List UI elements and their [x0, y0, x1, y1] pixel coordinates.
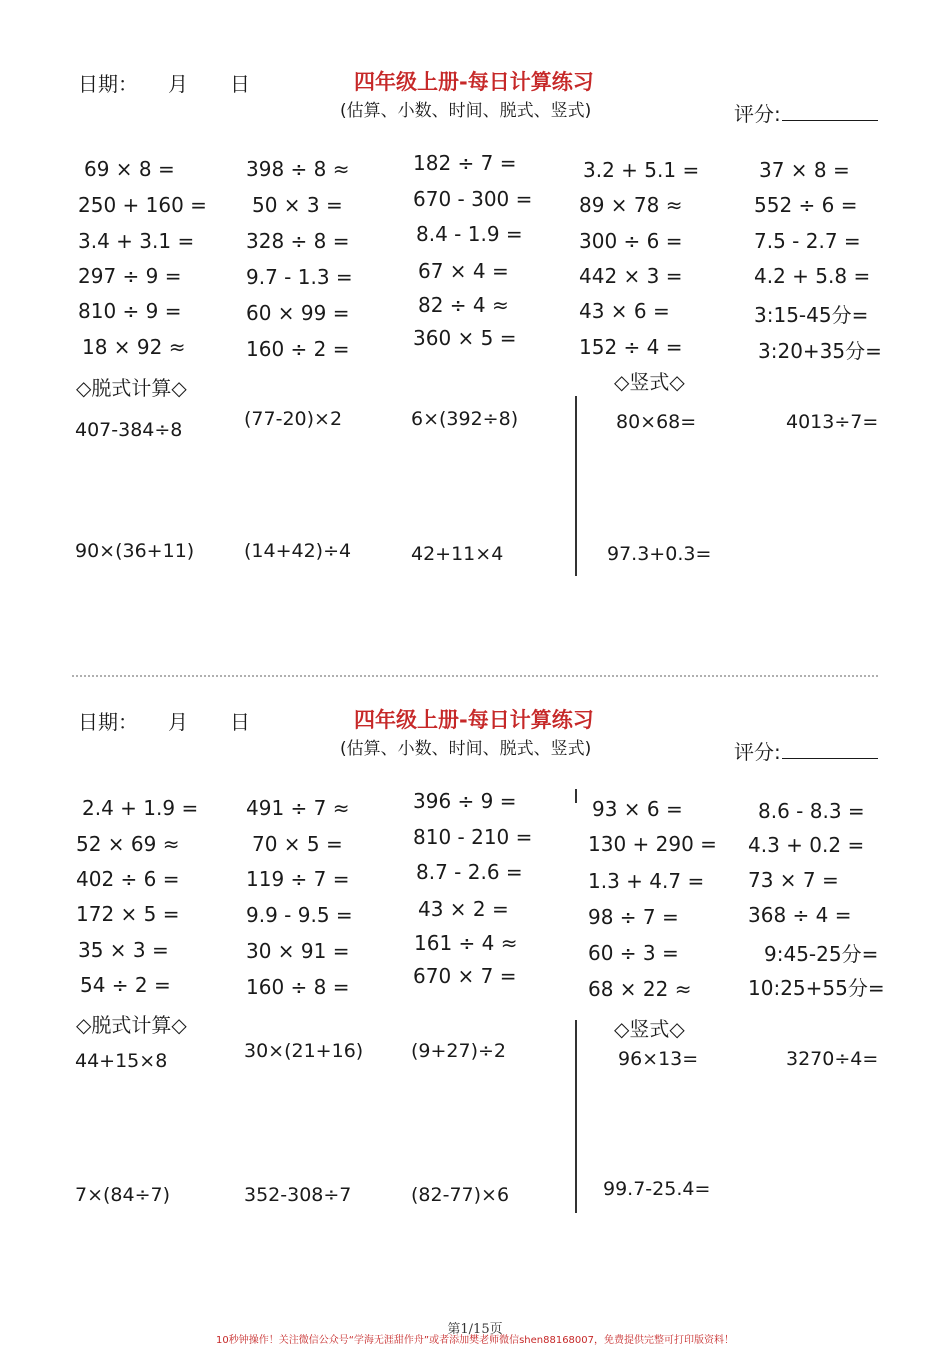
oral-question: 360 × 5 =: [413, 326, 517, 350]
footer-promo-note: 10秒钟操作！关注微信公众号“学海无涯甜作舟”或者添加樊老师微信shen88168007，免费提供完整可打印版资料！: [215, 1335, 735, 1346]
worksheet-subtitle: (估算、小数、时间、脱式、竖式): [340, 739, 592, 759]
oral-question: 18 × 92 ≈: [82, 335, 186, 359]
shushi-problem: 99.7-25.4=: [603, 1178, 711, 1200]
tuoshi-problem: (14+42)÷4: [244, 540, 352, 562]
oral-question: 300 ÷ 6 =: [579, 229, 683, 253]
oral-question: 297 ÷ 9 =: [78, 264, 182, 288]
oral-question: 368 ÷ 4 =: [748, 903, 852, 927]
day-label: 日: [230, 710, 250, 734]
tuoshi-section-label: ◇脱式计算◇: [76, 1013, 187, 1037]
oral-question: 9.7 - 1.3 =: [246, 265, 353, 289]
oral-question: 60 ÷ 3 =: [588, 941, 679, 965]
date-label: 日期：: [78, 710, 138, 734]
shushi-problem: 3270÷4=: [786, 1048, 879, 1070]
oral-question: 160 ÷ 2 =: [246, 337, 350, 361]
tuoshi-problem: (82-77)×6: [411, 1184, 510, 1206]
tuoshi-section-label: ◇脱式计算◇: [76, 376, 187, 400]
month-label: 月: [168, 72, 188, 96]
date-label: 日期：: [78, 72, 138, 96]
page-number: 第1/15页: [447, 1322, 503, 1337]
tuoshi-problem: 42+11×4: [411, 543, 504, 565]
oral-question: 43 × 6 =: [579, 299, 670, 323]
tuoshi-problem: (77-20)×2: [244, 408, 343, 430]
oral-question: 8.7 - 2.6 =: [416, 860, 523, 884]
oral-question: 160 ÷ 8 =: [246, 975, 350, 999]
oral-question: 442 × 3 =: [579, 264, 683, 288]
day-label: 日: [230, 72, 250, 96]
shushi-problem: 80×68=: [616, 411, 697, 433]
shushi-problem: 4013÷7=: [786, 411, 879, 433]
section-divider: [575, 1020, 577, 1213]
score-field: [734, 736, 878, 765]
oral-question: 670 × 7 =: [413, 964, 517, 988]
oral-question: 89 × 78 ≈: [579, 193, 683, 217]
sheet-separator: [72, 675, 878, 677]
month-label: 月: [168, 710, 188, 734]
oral-question: 1.3 + 4.7 =: [588, 869, 705, 893]
tuoshi-problem: 7×(84÷7): [75, 1184, 171, 1206]
tuoshi-problem: (9+27)÷2: [411, 1040, 507, 1062]
oral-question: 3:15-45分=: [754, 303, 869, 327]
oral-question: 10:25+55分=: [748, 976, 885, 1000]
score-label: 评分:: [734, 102, 781, 126]
oral-question: 396 ÷ 9 =: [413, 789, 517, 813]
oral-question: 810 ÷ 9 =: [78, 299, 182, 323]
oral-question: 552 ÷ 6 =: [754, 193, 858, 217]
oral-question: 67 × 4 =: [418, 259, 509, 283]
oral-question: 30 × 91 =: [246, 939, 350, 963]
score-blank: [782, 119, 878, 121]
oral-question: 43 × 2 =: [418, 897, 509, 921]
oral-question: 3:20+35分=: [758, 339, 882, 363]
oral-question: 182 ÷ 7 =: [413, 151, 517, 175]
oral-question: 152 ÷ 4 =: [579, 335, 683, 359]
score-field: [734, 98, 878, 127]
oral-question: 9:45-25分=: [764, 942, 879, 966]
tuoshi-problem: 6×(392÷8): [411, 408, 519, 430]
oral-question: 670 - 300 =: [413, 187, 533, 211]
oral-question: 3.2 + 5.1 =: [583, 158, 700, 182]
oral-question: 98 ÷ 7 =: [588, 905, 679, 929]
oral-question: 402 ÷ 6 =: [76, 867, 180, 891]
oral-question: 250 + 160 =: [78, 193, 207, 217]
shushi-section-label: ◇竖式◇: [614, 1017, 685, 1041]
score-blank: [782, 757, 878, 759]
column-tick: [575, 789, 577, 803]
oral-question: 3.4 + 3.1 =: [78, 229, 195, 253]
oral-question: 7.5 - 2.7 =: [754, 229, 861, 253]
worksheet-subtitle: (估算、小数、时间、脱式、竖式): [340, 101, 592, 121]
worksheet-title: 四年级上册-每日计算练习: [354, 70, 594, 94]
oral-question: 73 × 7 =: [748, 868, 839, 892]
oral-question: 70 × 5 =: [252, 832, 343, 856]
shushi-problem: 96×13=: [618, 1048, 699, 1070]
oral-question: 172 × 5 =: [76, 902, 180, 926]
tuoshi-problem: 407-384÷8: [75, 419, 183, 441]
oral-question: 54 ÷ 2 =: [80, 973, 171, 997]
oral-question: 60 × 99 =: [246, 301, 350, 325]
tuoshi-problem: 90×(36+11): [75, 540, 195, 562]
oral-question: 161 ÷ 4 ≈: [414, 931, 518, 955]
oral-question: 4.3 + 0.2 =: [748, 833, 865, 857]
oral-question: 119 ÷ 7 =: [246, 867, 350, 891]
oral-question: 9.9 - 9.5 =: [246, 903, 353, 927]
tuoshi-problem: 352-308÷7: [244, 1184, 352, 1206]
section-divider: [575, 396, 577, 576]
oral-question: 35 × 3 =: [78, 938, 169, 962]
oral-question: 810 - 210 =: [413, 825, 533, 849]
oral-question: 82 ÷ 4 ≈: [418, 293, 509, 317]
oral-question: 491 ÷ 7 ≈: [246, 796, 350, 820]
oral-question: 52 × 69 ≈: [76, 832, 180, 856]
shushi-problem: 97.3+0.3=: [607, 543, 712, 565]
oral-question: 8.4 - 1.9 =: [416, 222, 523, 246]
oral-question: 8.6 - 8.3 =: [758, 799, 865, 823]
oral-question: 398 ÷ 8 ≈: [246, 157, 350, 181]
oral-question: 4.2 + 5.8 =: [754, 264, 871, 288]
shushi-section-label: ◇竖式◇: [614, 370, 685, 394]
oral-question: 328 ÷ 8 =: [246, 229, 350, 253]
worksheet-title: 四年级上册-每日计算练习: [354, 708, 594, 732]
tuoshi-problem: 30×(21+16): [244, 1040, 364, 1062]
tuoshi-problem: 44+15×8: [75, 1050, 168, 1072]
score-label: 评分:: [734, 740, 781, 764]
oral-question: 37 × 8 =: [759, 158, 850, 182]
oral-question: 93 × 6 =: [592, 797, 683, 821]
oral-question: 68 × 22 ≈: [588, 977, 692, 1001]
oral-question: 69 × 8 =: [84, 157, 175, 181]
oral-question: 2.4 + 1.9 =: [82, 796, 199, 820]
oral-question: 50 × 3 =: [252, 193, 343, 217]
oral-question: 130 + 290 =: [588, 832, 717, 856]
